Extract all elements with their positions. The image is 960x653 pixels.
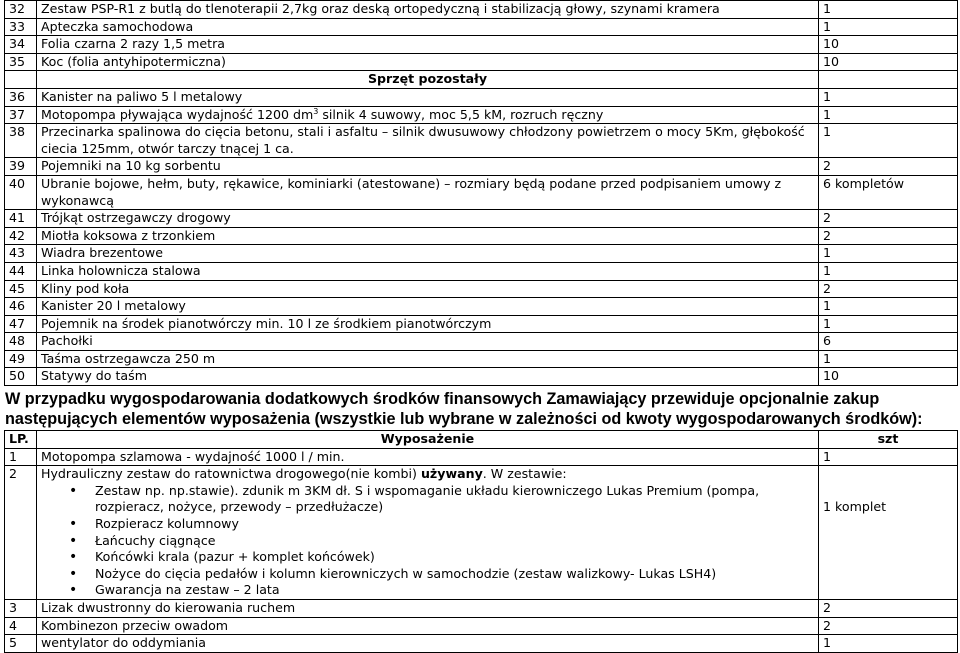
kit-used-label: używany: [420, 466, 483, 482]
row-number: 3: [5, 599, 37, 617]
row-number: 37: [5, 106, 37, 124]
table-row: [5, 617, 958, 635]
row-number: 1: [5, 448, 37, 466]
item-name: Folia czarna 2 razy 1,5 metra: [37, 36, 819, 54]
row-number: 47: [5, 315, 37, 333]
item-name: Zestaw PSP-R1 z butlą do tlenoterapii 2,7kg oraz deską ortopedyczną i stabilizacją głowy, szynami kramera: [37, 1, 819, 19]
item-name: wentylator do oddymiania: [37, 635, 819, 653]
table-row: [5, 1, 958, 19]
table-row: [5, 350, 958, 368]
item-name: Miotła koksowa z trzonkiem: [37, 227, 819, 245]
list-item: • Nożyce do cięcia pedałów i kolumn kierowniczych w samochodzie (zestaw walizkowy- Lukas LSH4): [95, 566, 814, 583]
table-row: [5, 635, 958, 653]
kit-intro-text: Hydrauliczny zestaw do ratownictwa drogowego(nie kombi): [41, 466, 421, 482]
section-spacer: [819, 71, 958, 89]
row-number: 43: [5, 245, 37, 263]
item-qty: 1: [819, 124, 958, 158]
item-qty: 2: [819, 280, 958, 298]
item-name: Ubranie bojowe, hełm, buty, rękawice, kominiarki (atestowane) – rozmiary będą podane przed podpisaniem umowy z wykonawcą: [37, 175, 819, 209]
item-qty: 1: [819, 448, 958, 466]
item-qty: 1: [819, 350, 958, 368]
table-row: [5, 18, 958, 36]
item-qty: 1: [819, 635, 958, 653]
item-qty: 6: [819, 333, 958, 351]
row-number: 34: [5, 36, 37, 54]
row-number: 41: [5, 210, 37, 228]
item-name: Pojemnik na środek pianotwórczy min. 10 l ze środkiem pianotwórczym: [37, 315, 819, 333]
row-number: 32: [5, 1, 37, 19]
row-number: 4: [5, 617, 37, 635]
superscript: 3: [313, 106, 319, 116]
item-qty: 1: [819, 315, 958, 333]
item-name: Kanister na paliwo 5 l metalowy: [37, 88, 819, 106]
item-qty: 2: [819, 227, 958, 245]
item-name: Koc (folia antyhipotermiczna): [37, 53, 819, 71]
equipment-table: [4, 0, 958, 386]
table-row: [5, 448, 958, 466]
list-item: • Końcówki krala (pazur + komplet końcówek): [95, 549, 814, 566]
table-row: [5, 124, 958, 158]
item-name: Kliny pod koła: [37, 280, 819, 298]
header-row: [5, 431, 958, 449]
row-number: 35: [5, 53, 37, 71]
table-row: [5, 262, 958, 280]
table-row: [5, 227, 958, 245]
item-qty: 10: [819, 368, 958, 386]
row-number: 33: [5, 18, 37, 36]
row-number: 5: [5, 635, 37, 653]
list-item: • Gwarancja na zestaw – 2 lata: [95, 582, 814, 599]
table-row: [5, 298, 958, 316]
item-name: Kombinezon przeciw owadom: [37, 617, 819, 635]
item-qty-value: 1 komplet: [823, 499, 887, 515]
table-row: [5, 333, 958, 351]
item-name: Przecinarka spalinowa do cięcia betonu, stali i asfaltu – silnik dwusuwowy chłodzony powietrzem o mocy 5Km, głębokość ciecia 125mm, otwór tarczy tnącej 1 ca.: [37, 124, 819, 158]
item-qty: 1: [819, 1, 958, 19]
item-qty: 2: [819, 617, 958, 635]
item-name: Apteczka samochodowa: [37, 18, 819, 36]
item-name: Pojemniki na 10 kg sorbentu: [37, 158, 819, 176]
list-item: • Łańcuchy ciągnące: [95, 533, 814, 550]
item-name: Wiadra brezentowe: [37, 245, 819, 263]
section-spacer: [5, 71, 37, 89]
item-qty: 1: [819, 262, 958, 280]
optional-equipment-table: [4, 430, 958, 653]
item-name: Lizak dwustronny do kierowania ruchem: [37, 599, 819, 617]
row-number: 50: [5, 368, 37, 386]
paragraph-line: W przypadku wygospodarowania dodatkowych środków finansowych Zamawiający przewiduje opcjonalnie zakup: [5, 390, 880, 408]
item-name: Statywy do taśm: [37, 368, 819, 386]
item-name: [37, 106, 819, 124]
item-qty: 1: [819, 18, 958, 36]
table-row: [5, 245, 958, 263]
table-row: [5, 368, 958, 386]
item-qty: 10: [819, 53, 958, 71]
item-qty: 6 kompletów: [819, 175, 958, 209]
section-title: Sprzęt pozostały: [37, 71, 819, 89]
row-number: 44: [5, 262, 37, 280]
row-number: 45: [5, 280, 37, 298]
optional-purchase-paragraph: [5, 390, 957, 429]
header-qty: szt: [819, 431, 958, 449]
item-qty: 10: [819, 36, 958, 54]
table-row: [5, 88, 958, 106]
table-row: [5, 36, 958, 54]
table-row: [5, 280, 958, 298]
item-name-part: silnik 4 suwowy, moc 5,5 kM, rozruch ręczny: [318, 106, 604, 122]
item-qty: [819, 466, 958, 600]
item-name: Motopompa szlamowa - wydajność 1000 l / min.: [37, 448, 819, 466]
item-name: [37, 466, 819, 600]
item-qty: 1: [819, 298, 958, 316]
header-lp: LP.: [5, 431, 37, 449]
item-qty: 2: [819, 210, 958, 228]
item-name: Pachołki: [37, 333, 819, 351]
header-name: Wyposażenie: [37, 431, 819, 449]
table-row: [5, 210, 958, 228]
item-qty: 2: [819, 599, 958, 617]
row-number: 48: [5, 333, 37, 351]
row-number: 36: [5, 88, 37, 106]
row-number: 46: [5, 298, 37, 316]
table-row: [5, 158, 958, 176]
item-name: Linka holownicza stalowa: [37, 262, 819, 280]
row-number: 2: [5, 466, 37, 600]
section-row: [5, 71, 958, 89]
list-item: • Rozpieracz kolumnowy: [95, 516, 814, 533]
row-number: 49: [5, 350, 37, 368]
item-qty: 2: [819, 158, 958, 176]
row-number: 42: [5, 227, 37, 245]
item-name: Trójkąt ostrzegawczy drogowy: [37, 210, 819, 228]
kit-contents-list: [41, 483, 814, 599]
item-name-part: Motopompa pływająca wydajność 1200 dm: [41, 106, 314, 122]
kit-intro-text: . W zestawie:: [482, 466, 567, 482]
item-name: Taśma ostrzegawcza 250 m: [37, 350, 819, 368]
row-number: 38: [5, 124, 37, 158]
list-item: • Zestaw np. np.stawie). zdunik m 3KM dł. S i wspomaganie układu kierowniczego Lukas Premium (pompa, rozpieracz, nożyce, przewody – przedłużacze): [95, 483, 814, 516]
kit-intro: [41, 466, 814, 483]
table-row: [5, 175, 958, 209]
row-number: 39: [5, 158, 37, 176]
item-qty: 1: [819, 245, 958, 263]
item-qty: 1: [819, 106, 958, 124]
table-row: [5, 53, 958, 71]
item-qty: 1: [819, 88, 958, 106]
item-name: Kanister 20 l metalowy: [37, 298, 819, 316]
paragraph-line: następujących elementów wyposażenia (wszystkie lub wybrane w zależności od kwoty wygospodarowanych środków):: [5, 409, 923, 428]
table-row: [5, 315, 958, 333]
row-number: 40: [5, 175, 37, 209]
table-row: [5, 106, 958, 124]
table-row: [5, 599, 958, 617]
table-row: [5, 466, 958, 600]
